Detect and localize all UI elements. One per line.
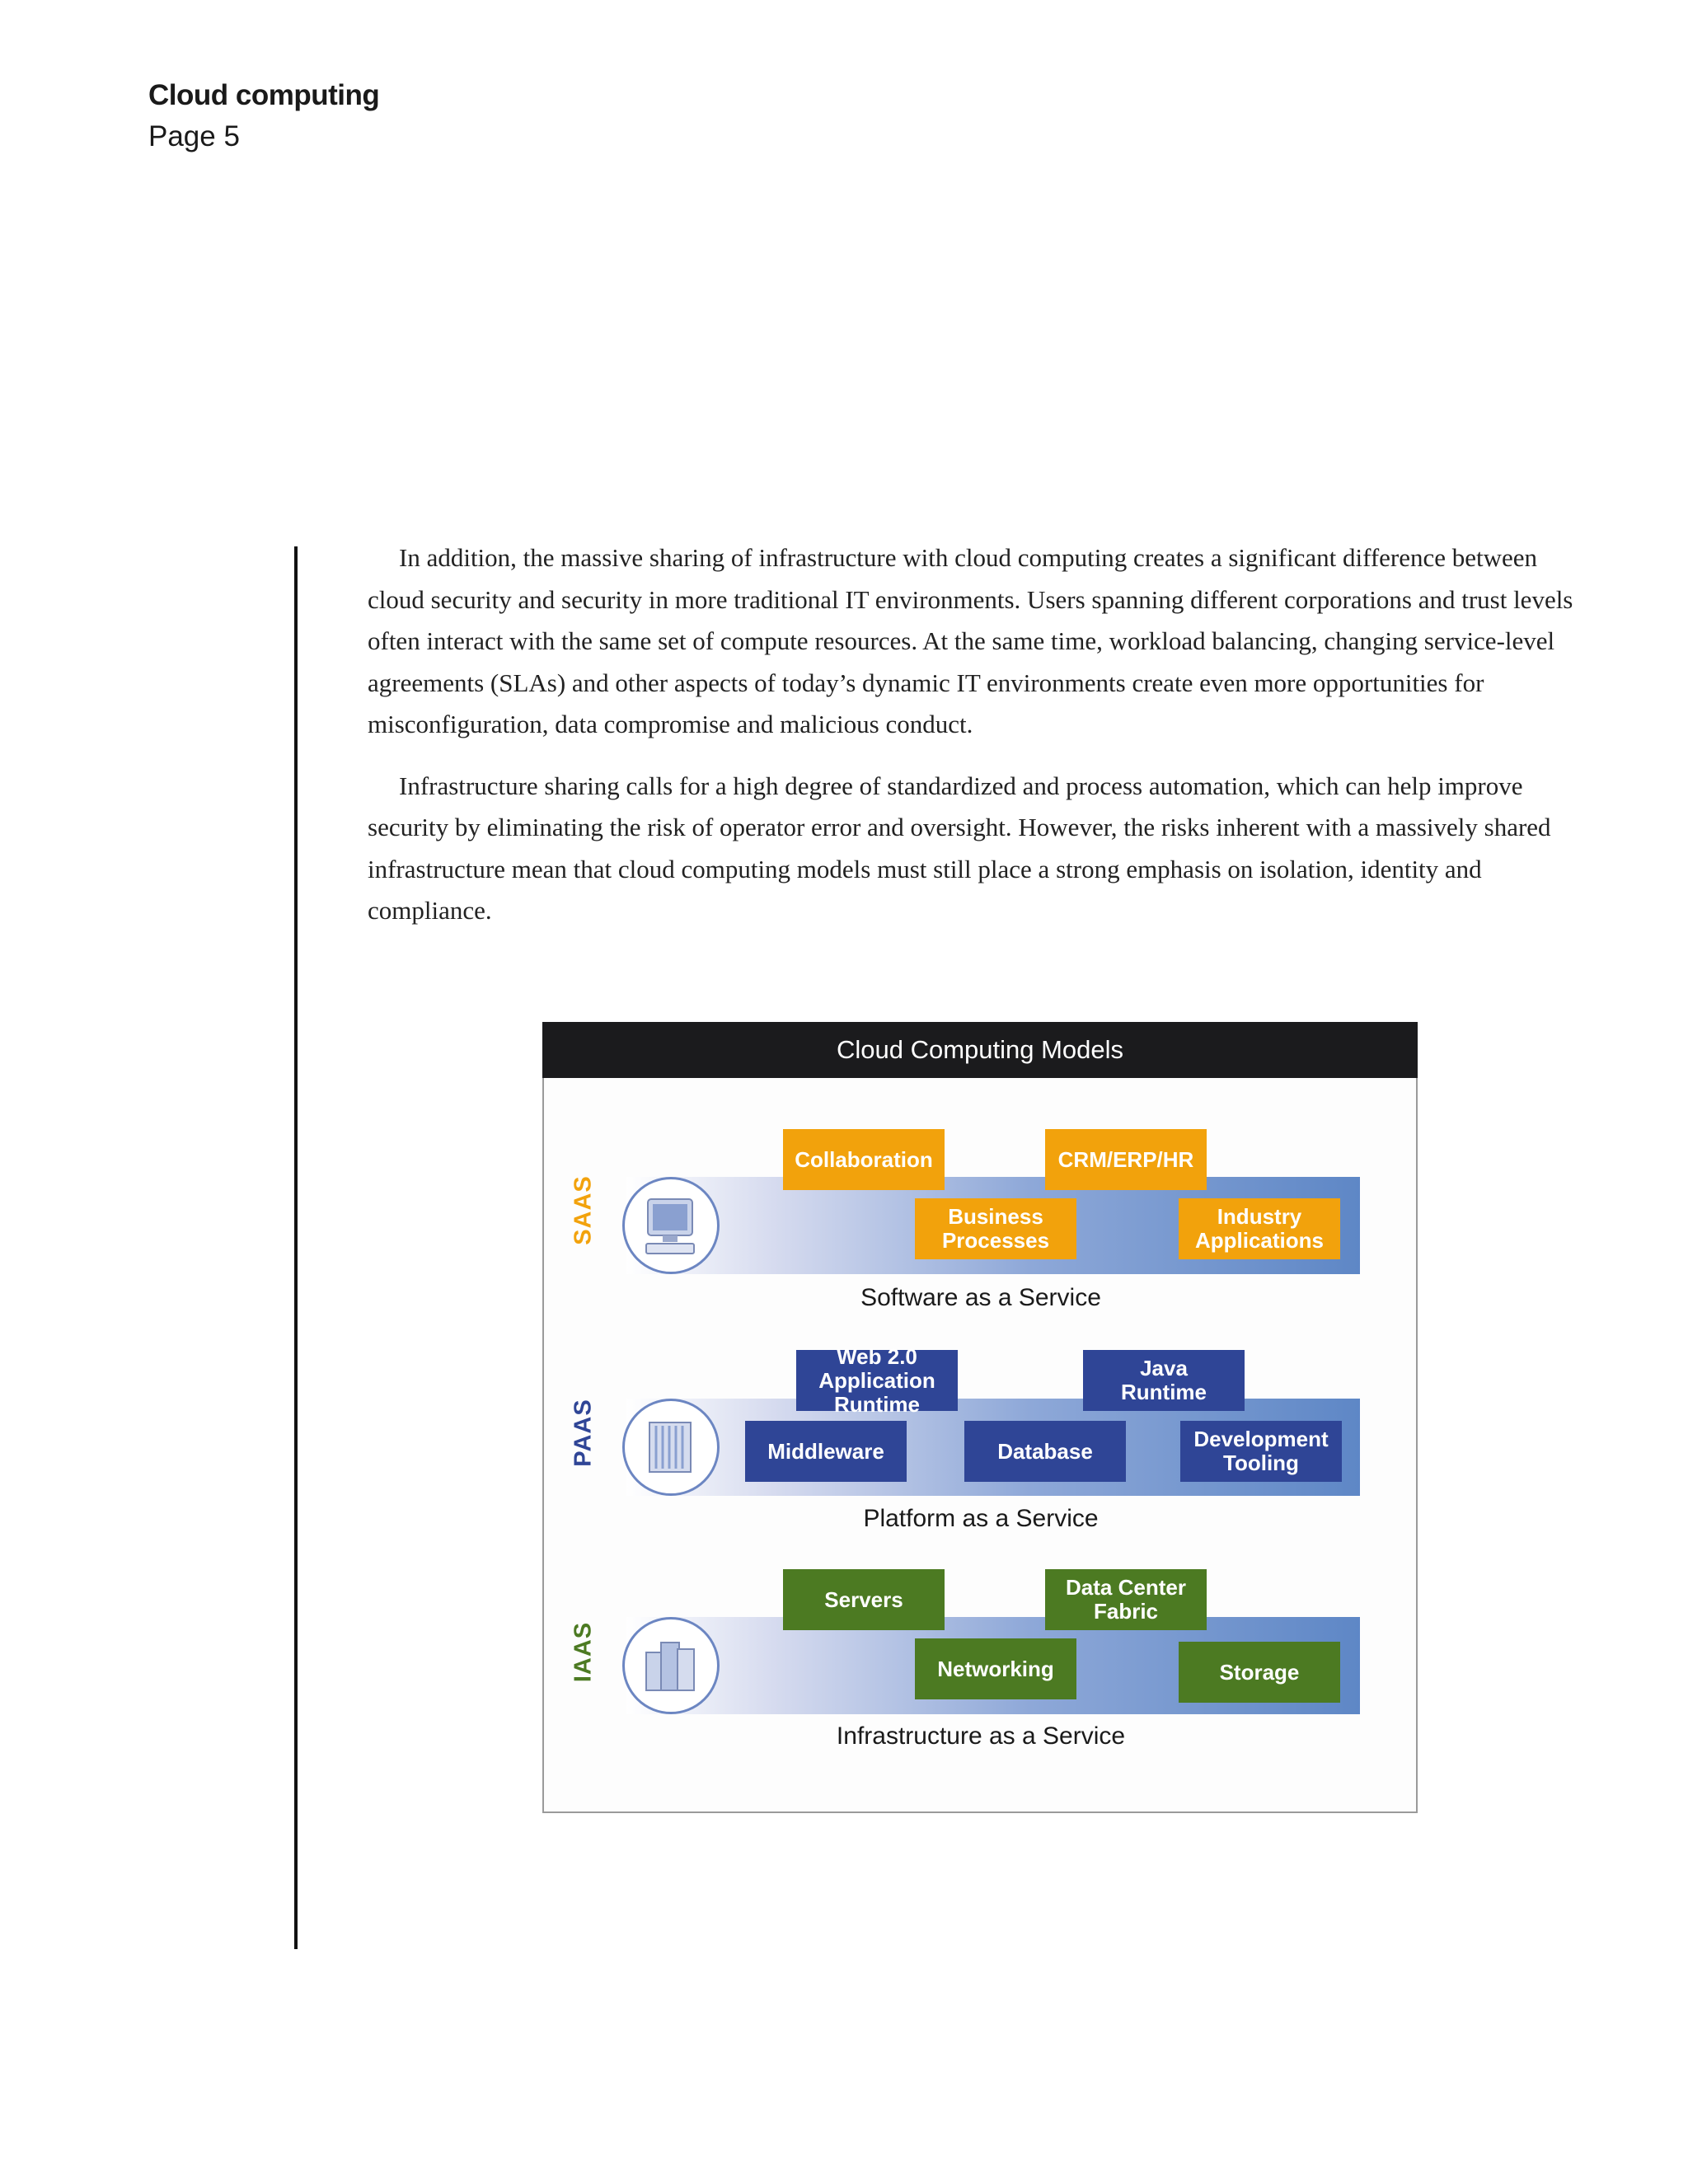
saas-circle <box>622 1177 720 1274</box>
page-number: Page 5 <box>148 120 240 152</box>
crm-erp-hr-box: CRM/ERP/HR <box>1045 1129 1207 1190</box>
saas-label: SAAS <box>570 1175 597 1245</box>
saas-caption: Software as a Service <box>860 1284 1101 1311</box>
page-header <box>148 79 379 153</box>
server-rack-icon <box>625 1401 717 1493</box>
middleware-box: Middleware <box>745 1421 907 1482</box>
iaas-caption: Infrastructure as a Service <box>836 1722 1126 1750</box>
database-box: Database <box>964 1421 1126 1482</box>
body-text <box>368 537 1596 952</box>
document-title: Cloud computing <box>148 79 380 111</box>
web-runtime-box: Web 2.0 Application Runtime <box>796 1350 958 1411</box>
business-processes-box: Business Processes <box>915 1198 1076 1259</box>
java-runtime-box: Java Runtime <box>1083 1350 1245 1411</box>
networking-box: Networking <box>915 1638 1076 1699</box>
margin-rule <box>294 546 298 1949</box>
storage-box: Storage <box>1179 1642 1340 1703</box>
iaas-label: IAAS <box>570 1621 597 1683</box>
servers-box: Servers <box>783 1569 945 1630</box>
industry-applications-box: Industry Applications <box>1179 1198 1340 1259</box>
cloud-models-figure <box>542 1022 1418 1813</box>
iaas-circle <box>622 1617 720 1714</box>
collaboration-box: Collaboration <box>783 1129 945 1190</box>
paas-caption: Platform as a Service <box>863 1505 1099 1532</box>
paragraph: Infrastructure sharing calls for a high degree of standardized and process automation, which can help improve security by eliminating the risk of operator error and oversight. However, the risks inherent with a massively shared infrastructure mean that cloud computing models must still place a strong emphasis on isolation, identity and compliance. <box>368 771 1551 925</box>
computer-icon <box>625 1179 717 1272</box>
figure-title: Cloud Computing Models <box>542 1022 1418 1078</box>
storage-servers-icon <box>625 1619 717 1712</box>
data-center-fabric-box: Data Center Fabric <box>1045 1569 1207 1630</box>
paragraph: In addition, the massive sharing of infrastructure with cloud computing creates a significant difference between cloud security and security in more traditional IT environments. Users spanning different corporations and trust levels often interact with the same set of compute resources. At the same time, workload balancing, changing service-level agreements (SLAs) and other aspects of today’s dynamic IT environments create even more opportunities for misconfiguration, data compromise and malicious conduct. <box>368 543 1573 738</box>
development-tooling-box: Development Tooling <box>1180 1421 1342 1482</box>
paas-circle <box>622 1399 720 1496</box>
paas-label: PAAS <box>570 1399 597 1467</box>
